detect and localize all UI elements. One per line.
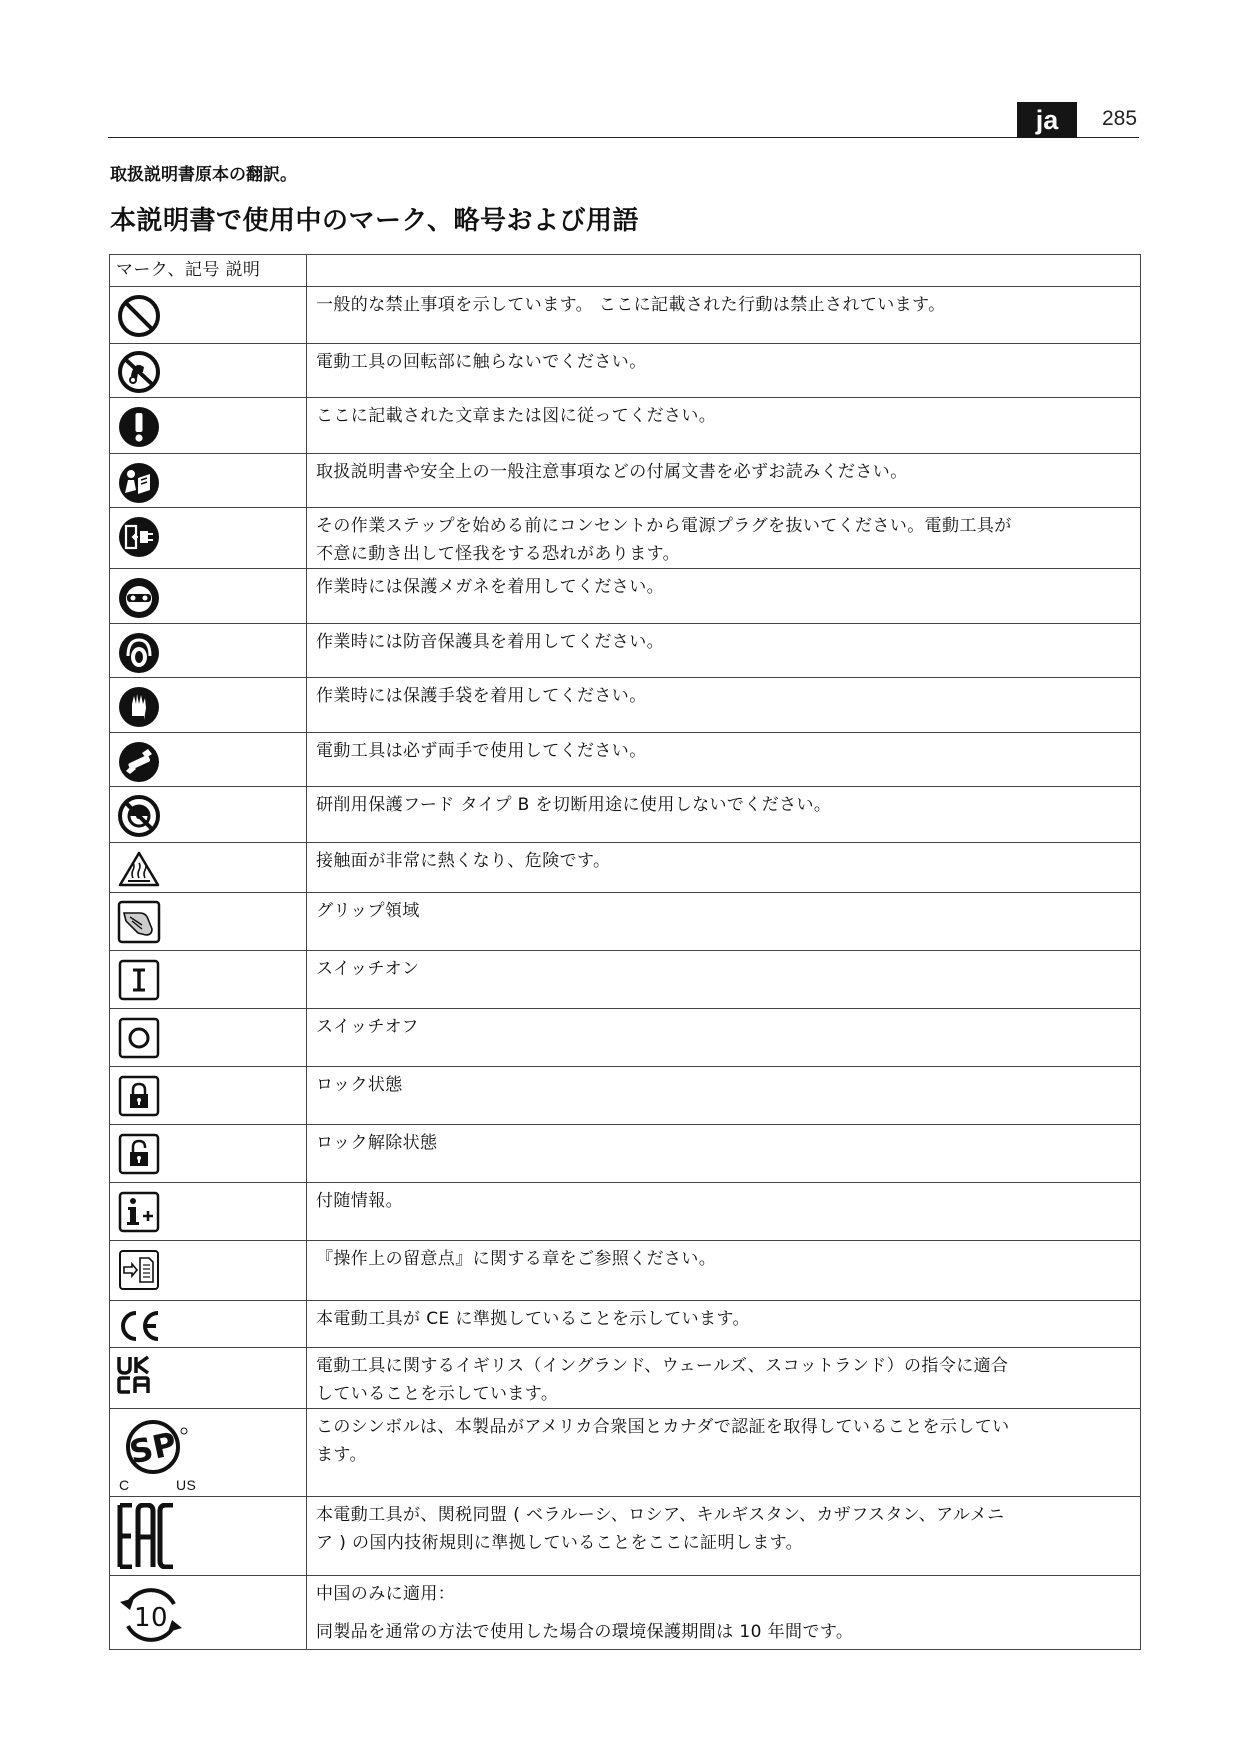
icon-cell: [110, 624, 307, 678]
switch-on-icon: [116, 957, 162, 1003]
lock-icon: [116, 1073, 162, 1119]
icon-cell: [110, 569, 307, 624]
table-row: [110, 1125, 1141, 1183]
no-touch-rotating-icon: [116, 350, 162, 394]
table-row: [110, 624, 1141, 678]
table-row: [110, 1348, 1141, 1409]
language-badge: ja: [1017, 102, 1077, 138]
table-row: [110, 1497, 1141, 1576]
description-cell: 研削用保護フード タイプ B を切断用途に使用しないでください。: [307, 787, 1141, 843]
description-cell: 『操作上の留意点』に関する章をご参照ください。: [307, 1241, 1141, 1301]
icon-cell: [110, 733, 307, 787]
icon-cell: [110, 454, 307, 508]
table-row: [110, 1241, 1141, 1301]
description-cell: 中国のみに適用： 同製品を通常の方法で使用した場合の環境保護期間は 10 年間です。: [307, 1576, 1141, 1650]
translation-note: 取扱説明書原本の翻訳。: [110, 165, 297, 185]
description-cell: 付随情報。: [307, 1183, 1141, 1241]
eye-protection-icon: [116, 575, 162, 621]
table-row: [110, 1067, 1141, 1125]
description-cell: 一般的な禁止事項を示しています。 ここに記載された行動は禁止されています。: [307, 287, 1141, 344]
svg-text:SP: SP: [126, 1424, 181, 1472]
grip-area-icon: [116, 899, 162, 945]
table-row: [110, 454, 1141, 508]
description-cell: ここに記載された文章または図に従ってください。: [307, 398, 1141, 454]
prohibition-icon: [116, 293, 162, 339]
hot-surface-icon: [116, 849, 162, 889]
description-cell: スイッチオン: [307, 951, 1141, 1009]
description-cell: ロック解除状態: [307, 1125, 1141, 1183]
icon-cell: [110, 843, 307, 893]
ear-protection-icon: [116, 630, 162, 676]
icon-cell: [110, 398, 307, 454]
icon-cell: [110, 1183, 307, 1241]
icon-cell: [110, 508, 307, 569]
no-cutting-guard-icon: [116, 793, 162, 839]
table-header-empty: [307, 255, 1141, 287]
description-cell: グリップ領域: [307, 893, 1141, 951]
csa-us-label: US: [176, 1477, 197, 1493]
table-header-row: [110, 255, 1141, 287]
table-row: [110, 893, 1141, 951]
read-manual-icon: [116, 460, 162, 506]
table-row: [110, 1301, 1141, 1348]
icon-cell: [110, 1409, 307, 1497]
china-efup-10-icon: [116, 1582, 186, 1648]
page-number: 285: [1102, 107, 1138, 130]
table-row: [110, 1409, 1141, 1497]
gloves-icon: [116, 684, 162, 730]
unlock-icon: [116, 1131, 162, 1177]
icon-cell: [110, 1497, 307, 1576]
efup-years-label: 10: [134, 1603, 168, 1633]
description-cell: ロック状態: [307, 1067, 1141, 1125]
unplug-icon: [116, 514, 162, 560]
icon-cell: [110, 1125, 307, 1183]
header-rule: [108, 137, 1139, 138]
table-row: [110, 678, 1141, 733]
icon-cell: [110, 1067, 307, 1125]
icon-cell: [110, 1576, 307, 1650]
table-row: [110, 951, 1141, 1009]
two-hands-icon: [116, 739, 162, 785]
page-title: 本説明書で使用中のマーク、略号および用語: [110, 206, 639, 236]
description-cell: 電動工具は必ず両手で使用してください。: [307, 733, 1141, 787]
description-cell: 電動工具に関するイギリス（イングランド、ウェールズ、スコットランド）の指令に適合 していることを示しています。: [307, 1348, 1141, 1409]
ukca-mark-icon: [116, 1354, 156, 1396]
ce-mark-icon: [116, 1307, 162, 1345]
description-cell: 作業時には防音保護具を着用してください。: [307, 624, 1141, 678]
icon-cell: [110, 1009, 307, 1067]
table-row: [110, 508, 1141, 569]
description-cell: 作業時には保護メガネを着用してください。: [307, 569, 1141, 624]
icon-cell: [110, 1348, 307, 1409]
icon-cell: [110, 787, 307, 843]
description-cell: 電動工具の回転部に触らないでください。: [307, 344, 1141, 398]
refer-chapter-icon: [116, 1247, 162, 1293]
description-cell: スイッチオフ: [307, 1009, 1141, 1067]
icon-cell: [110, 344, 307, 398]
table-row: [110, 398, 1141, 454]
description-cell: このシンボルは、本製品がアメリカ合衆国とカナダで認証を取得していることを示してい ます。: [307, 1409, 1141, 1497]
table-row: [110, 569, 1141, 624]
switch-off-icon: [116, 1015, 162, 1061]
csa-mark-icon: [116, 1415, 206, 1493]
description-cell: 本電動工具が CE に準拠していることを示しています。: [307, 1301, 1141, 1348]
table-row: [110, 787, 1141, 843]
description-cell: その作業ステップを始める前にコンセントから電源プラグを抜いてください。電動工具が 不意に動き出して怪我をする恐れがあります。: [307, 508, 1141, 569]
icon-cell: [110, 951, 307, 1009]
icon-cell: [110, 1301, 307, 1348]
info-icon: [116, 1189, 162, 1235]
symbols-table: [109, 254, 1141, 1650]
table-row: [110, 1183, 1141, 1241]
csa-c-label: C: [119, 1477, 130, 1493]
description-cell: 取扱説明書や安全上の一般注意事項などの付属文書を必ずお読みください。: [307, 454, 1141, 508]
description-cell: 本電動工具が、関税同盟 ( ベラルーシ、ロシア、キルギスタン、カザフスタン、アルメニ ア ) の国内技術規則に準拠していることをここに証明します。: [307, 1497, 1141, 1576]
icon-cell: [110, 893, 307, 951]
table-header-cell: マーク、記号 説明: [110, 255, 307, 287]
icon-cell: [110, 1241, 307, 1301]
description-cell: 作業時には保護手袋を着用してください。: [307, 678, 1141, 733]
table-row: [110, 1576, 1141, 1650]
eac-mark-icon: [116, 1503, 186, 1569]
table-row: [110, 843, 1141, 893]
table-row: [110, 1009, 1141, 1067]
table-row: [110, 344, 1141, 398]
table-row: [110, 733, 1141, 787]
icon-cell: [110, 287, 307, 344]
exclamation-icon: [116, 404, 162, 450]
description-cell: 接触面が非常に熱くなり、危険です。: [307, 843, 1141, 893]
table-row: [110, 287, 1141, 344]
icon-cell: [110, 678, 307, 733]
